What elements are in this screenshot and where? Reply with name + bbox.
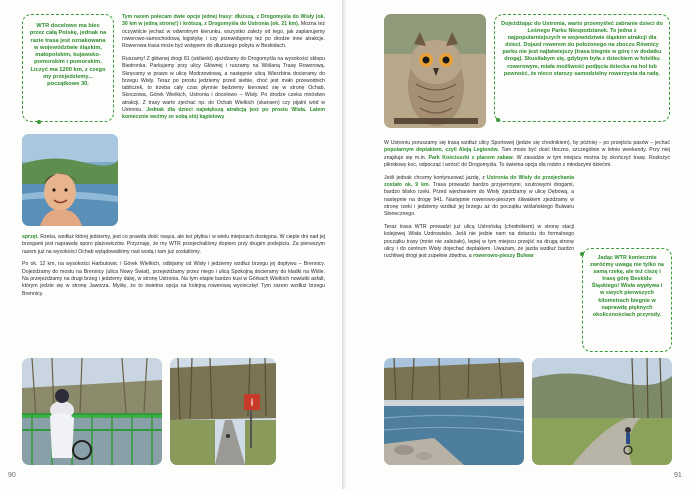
right-para-1-c: . W zasadzie w tym miejscu można by skończyć trasę. Rozłożyć piknikowy koc, odpocząć i wrócić do Drogomyśla. To świetna opcja dla rodzin z młodszymi dziećmi. (384, 154, 670, 168)
left-lead-green: Tym razem polecam dwie opcje jednej trasy: dłuższą, z Drogomyśla do Wisły (ok. 30 km w jedną stronę!) i krótszą, z Drogomyśla do Ustronia (ok. 21 km). (122, 14, 325, 28)
left-callout-text: WTR docelowo ma biec przez całą Polskę, jednak na razie trasa jest oznakowana w województwie śląskim, małopolskim, kujawsko-pomorskim i pomorskim. Liczyć ma 1200 km, z czego my przejedziemy... początkowe 30. (29, 23, 107, 88)
left-para-3-green: sprzęt. (22, 234, 39, 240)
left-para-1-rest: Można też oczywiście jechać w odwrotnym kierunku, wszystko zależy od tego, jak zaplanujemy rowerowo-samochodową logistykę i czy przewidujemy też po drodze inne atrakcje. Rowerowa trasa może być wstępem do dłuższego pobytu w Beskidach. (122, 21, 325, 50)
right-para-2-green: Ustronia do Wisły do przejechania zostało ok. 9 km (384, 174, 574, 188)
cyclist-path-photo (532, 358, 672, 465)
right-para-2-b: . Trasa prowadzi bardzo przyjemnymi, szutrowymi drogami, bardzo blisko rzeki. Przed wjechaniem do Wisły zjeżdżamy w ulicę Dębową, a następnie na drogę 941. Następnie rowerowo-pieszym śliwakiem zjeżdżamy w stronę rzeki i jedziemy wzdłuż jej brzegu aż do początku wiślańskiego Bulwaru Słonecznego. (384, 181, 574, 218)
right-para-2-a: Jeśli jednak chcemy kontynuować jazdę, z (384, 174, 487, 181)
left-body-full (22, 234, 325, 303)
right-side-callout (582, 248, 672, 352)
right-para-1-green2: Park Kościuszki z placem zabaw (428, 154, 513, 161)
left-para-3-rest: Rzeka, wzdłuż której jedziemy, jest co prawda dość rwąca, ale też płytka i w wielu miejscach dostępna. W cieple dni nad jej brzegami jest naprawdę sporo plażowiczów. Przyznaję, że my WTR przejechaliśmy dopiero przy drugim podejściu. Za pierwszym razem już na wysokości Ochab wylądowaliśmy nad wodą i tam już zostaliśmy. (22, 234, 325, 255)
svg-text:ł: ł (250, 398, 254, 409)
right-para-1-green: popularnym deptakiem, czyli Aleją Legionów (384, 147, 498, 154)
left-page (0, 0, 344, 489)
right-para-3-a: Teraz trasa WTR prowadzi już ulicą Ustrońską (chodnikiem) w stronę stacji kolejowej Wisła Uzdrowisko. Jeśli nie jedzie nam na dotarciu do formalnego początku trasy (mnie nie zależało), lepiej w tym miejscu przejść na drugą stronę ulicy i do centrum Wisły dojechać deptakiem. Uważam, że jazda wzdłuż bardzo ruchliwej drogi jest zupełnie zbędna, a (384, 223, 574, 260)
page-number-left: 90 (8, 472, 16, 479)
left-column-right (122, 14, 325, 127)
page-number-right: 91 (674, 472, 682, 479)
right-para-2 (384, 175, 574, 219)
right-para-1-b: . Tam może być dość tłoczno, szczególnie w letnie weekendy. Przy niej znajduje się m.in. (384, 147, 670, 161)
right-para-3 (384, 224, 574, 260)
left-para-2-green: Jednak dla dzieci największą atrakcją jest po prostu Wisła. Latem koniecznie weźmy ze sobą stój kąpielowy (122, 107, 325, 121)
boy-photo (22, 134, 118, 226)
callout-dot (37, 120, 41, 124)
road-sign-photo (170, 358, 276, 465)
right-side-callout-text: Jadąc WTR koniecznie zwróćmy uwagę nie tylko na samą rzekę, ale też ciszę i trasę górę Beskidu Śląskiego! Wisła wypływa i w swych pierwszych kilometrach biegnie w naprawdę pięknych okolicznościach przyrody. (590, 255, 664, 318)
left-para-1 (122, 14, 325, 50)
right-para-3-green: rowerowo-pieszy Bulwar (473, 253, 534, 260)
callout-dot (580, 252, 584, 256)
right-top-callout-text: Dojeżdżając do Ustronia, warto przemyśleć zabranie dzieci do Leśnego Parku Niespodzianek. To jedna z najpopularniejszych w województwie śląskim atrakcji dla dzieci. Dojazd rowerem do położonego na zboczu Równicy parku nie jest najłatwiejszy (trasa biegnie w górę i w dodatku drogą). Skusiłabym się, gdybym była z dzieckiem w foteliku rowerowym, miała możliwość podjęcia dziecka na hol lub pewność, że nieco starszy samodzielny rowerzysta da radę. (501, 21, 663, 77)
left-para-3 (22, 234, 325, 256)
left-callout (22, 14, 114, 122)
right-para-1-a: W Ustroniu poruszamy się trasą wzdłuż ulicy Sportowej (jedzie się chodnikiem), by później – po przejściu pasów – jechać (384, 140, 670, 146)
river-weir-photo (384, 358, 524, 465)
right-para-1 (384, 140, 670, 169)
right-page (346, 0, 690, 489)
left-para-4: Po ok. 12 km, na wysokości Harbutowic / Górek Wielkich, odbijamy od Wisły i jedziemy wzdłuż brzegu jej dopływu – Brennicy. Dojeżdżamy do mostu na Brennicy (ulica Nowy Świat), przejeżdżamy przez niego i ulicą Spokojną docieramy do kładki na Wiśle. Na przejeżdżamy na drugi brzeg i jedziemy dalej, w stronę Ustronia. Na tym etapie bardzo kusi w Górkach Wielkich nowiutki asfalt, którym jedzie się w stronę Jaworza. Myślę, że to świetna opcja na kolejną rowerową wycieczkę! Tym razem wzdłuż brzegu Brennicy. (22, 261, 325, 297)
left-para-2 (122, 56, 325, 122)
right-top-callout (494, 14, 670, 122)
left-para-2-text: Ruszamy! Z głównej drogi 81 (wiślanki) zjeżdżamy do Drogomyśla na wysokości sklepu Biedronka. Parkujemy przy ulicy Głównej i ruszamy na Wiślaną Trasę Rowerową. Skręcamy w prawo w ulicę Modrzewiową, a następnie ulicą Wierzbina docieramy do brzegu Wisły. Teraz po prostu jedziemy przed siebie, choć jest mało przewodnich tabliczek, to trzeba cały czas płynnie będziemy kierować się w stronę Ochab, Skoczowa, Górek Wielkich, Ustronia i docelowo – Wisły. Po drodze czeka mnóstwo atrakcji. Z trasy warto zjechać np. do Ochab Wielkich (skansen) czy pijalni wód w Ustroniu. (122, 55, 325, 114)
cyclist-bridge-photo (22, 358, 162, 465)
owl-photo (384, 14, 486, 128)
callout-dot (496, 118, 500, 122)
